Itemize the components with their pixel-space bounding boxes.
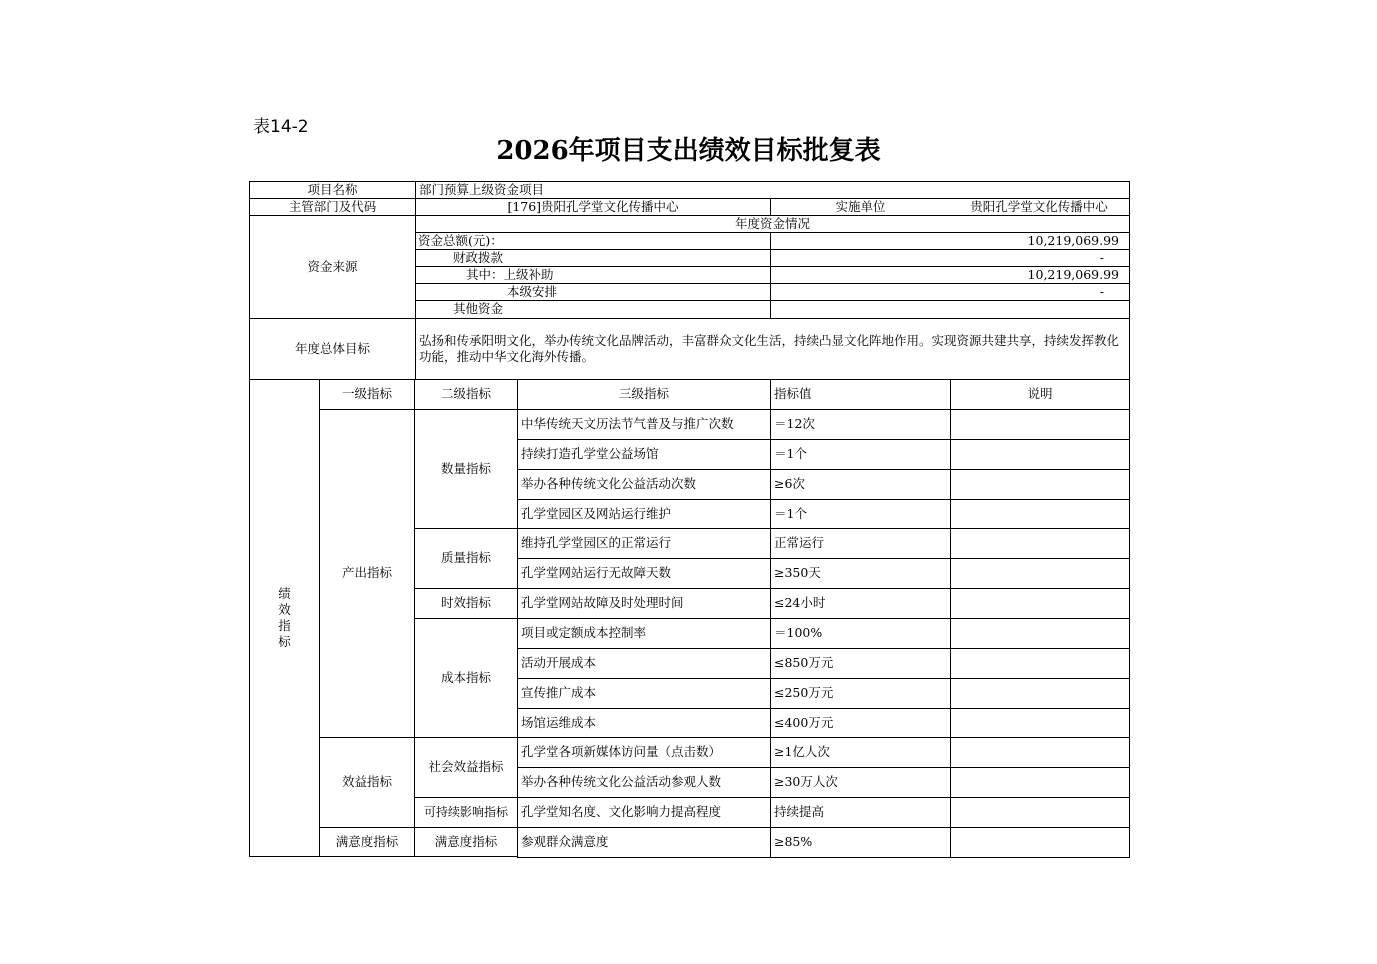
- header-level1: 一级指标: [319, 379, 415, 410]
- indicator-name: 宣传推广成本: [517, 678, 771, 709]
- indicator-value: ≥1亿人次: [770, 737, 951, 768]
- annual-goal-text: 弘扬和传承阳明文化，举办传统文化品牌活动，丰富群众文化生活，持续凸显文化阵地作用。实现资源共建共享，持续发挥教化功能，推动中华文化海外传播。: [415, 318, 1130, 380]
- indicator-name: 孔学堂知名度、文化影响力提高程度: [517, 797, 771, 828]
- indicator-note: [950, 528, 1130, 559]
- indicator-note: [950, 797, 1130, 828]
- performance-target-table: [249, 181, 1130, 857]
- indicator-value: ＝100%: [770, 618, 951, 649]
- fiscal-fund-value: -: [770, 249, 1130, 267]
- indicator-note: [950, 409, 1130, 440]
- indicator-value: ≥6次: [770, 469, 951, 500]
- header-note: 说明: [950, 379, 1130, 410]
- indicator-value: ≤24小时: [770, 588, 951, 619]
- upper-subsidy-label: 其中：上级补助: [415, 266, 771, 284]
- header-value: 指标值: [770, 379, 951, 410]
- indicator-name: 孔学堂网站运行无故障天数: [517, 558, 771, 589]
- indicator-name: 持续打造孔学堂公益场馆: [517, 439, 771, 470]
- vertical-char: 绩: [278, 585, 291, 601]
- other-fund-label: 其他资金: [415, 300, 771, 319]
- indicator-name: 中华传统天文历法节气普及与推广次数: [517, 409, 771, 440]
- indicator-value: ≤400万元: [770, 708, 951, 738]
- other-fund-value: [770, 300, 1130, 319]
- department-label: 主管部门及代码: [249, 198, 416, 216]
- indicator-note: [950, 439, 1130, 470]
- implementing-unit-value: 贵阳孔学堂文化传播中心: [949, 198, 1130, 216]
- indicator-value: ≥85%: [770, 827, 951, 858]
- total-fund-value: 10,219,069.99: [770, 232, 1130, 250]
- level2-social: 社会效益指标: [414, 737, 518, 798]
- total-fund-label: 资金总额(元)：: [415, 232, 771, 250]
- indicator-name: 举办各种传统文化公益活动次数: [517, 469, 771, 500]
- level2-satisfaction: 满意度指标: [414, 827, 518, 857]
- annual-goal-label: 年度总体目标: [249, 318, 416, 380]
- level2-cost: 成本指标: [414, 618, 518, 738]
- indicator-name: 场馆运维成本: [517, 708, 771, 738]
- project-name-value: 部门预算上级资金项目: [415, 181, 1130, 199]
- indicator-note: [950, 708, 1130, 738]
- indicator-name: 活动开展成本: [517, 648, 771, 679]
- indicator-note: [950, 469, 1130, 500]
- indicator-note: [950, 588, 1130, 619]
- indicator-note: [950, 499, 1130, 529]
- indicator-value: ＝1个: [770, 499, 951, 529]
- local-arrangement-label: 本级安排: [415, 283, 771, 301]
- project-name-label: 项目名称: [249, 181, 416, 199]
- fiscal-fund-label: 财政拨款: [415, 249, 771, 267]
- indicator-value: ≥350天: [770, 558, 951, 589]
- indicator-note: [950, 767, 1130, 798]
- indicator-value: ≤850万元: [770, 648, 951, 679]
- indicator-note: [950, 827, 1130, 858]
- indicator-note: [950, 737, 1130, 768]
- indicator-value: ＝1个: [770, 439, 951, 470]
- indicator-name: 孔学堂网站故障及时处理时间: [517, 588, 771, 619]
- indicator-name: 孔学堂园区及网站运行维护: [517, 499, 771, 529]
- indicator-name: 维持孔学堂园区的正常运行: [517, 528, 771, 559]
- indicator-note: [950, 678, 1130, 709]
- table-number: 表14-2: [253, 117, 309, 137]
- level1-output: 产出指标: [319, 409, 415, 738]
- performance-indicator-label: [249, 379, 320, 857]
- indicator-value: 持续提高: [770, 797, 951, 828]
- upper-subsidy-value: 10,219,069.99: [770, 266, 1130, 284]
- indicator-value: ＝12次: [770, 409, 951, 440]
- implementing-unit-label: 实施单位: [770, 198, 950, 216]
- vertical-char: 指: [278, 618, 291, 633]
- indicator-note: [950, 618, 1130, 649]
- header-level2: 二级指标: [414, 379, 518, 410]
- level2-quality: 质量指标: [414, 528, 518, 589]
- level2-quantity: 数量指标: [414, 409, 518, 529]
- indicator-value: ≤250万元: [770, 678, 951, 709]
- indicator-note: [950, 648, 1130, 679]
- local-arrangement-value: -: [770, 283, 1130, 301]
- indicator-note: [950, 558, 1130, 589]
- indicator-name: 举办各种传统文化公益活动参观人数: [517, 767, 771, 798]
- fund-source-label: 资金来源: [249, 215, 416, 319]
- level1-satisfaction: 满意度指标: [319, 827, 415, 857]
- indicator-name: 孔学堂各项新媒体访问量（点击数）: [517, 737, 771, 768]
- level2-sustain: 可持续影响指标: [414, 797, 518, 828]
- indicator-name: 项目或定额成本控制率: [517, 618, 771, 649]
- header-level3: 三级指标: [517, 379, 771, 410]
- level1-benefit: 效益指标: [319, 737, 415, 828]
- level2-timeliness: 时效指标: [414, 588, 518, 619]
- vertical-char: 效: [278, 601, 291, 617]
- department-value: [176]贵阳孔学堂文化传播中心: [415, 198, 771, 216]
- indicator-value: ≥30万人次: [770, 767, 951, 798]
- vertical-char: 标: [278, 634, 291, 650]
- indicator-value: 正常运行: [770, 528, 951, 559]
- annual-fund-header: 年度资金情况: [415, 215, 1130, 233]
- indicator-name: 参观群众满意度: [517, 827, 771, 858]
- document-title: 2026年项目支出绩效目标批复表: [496, 136, 881, 166]
